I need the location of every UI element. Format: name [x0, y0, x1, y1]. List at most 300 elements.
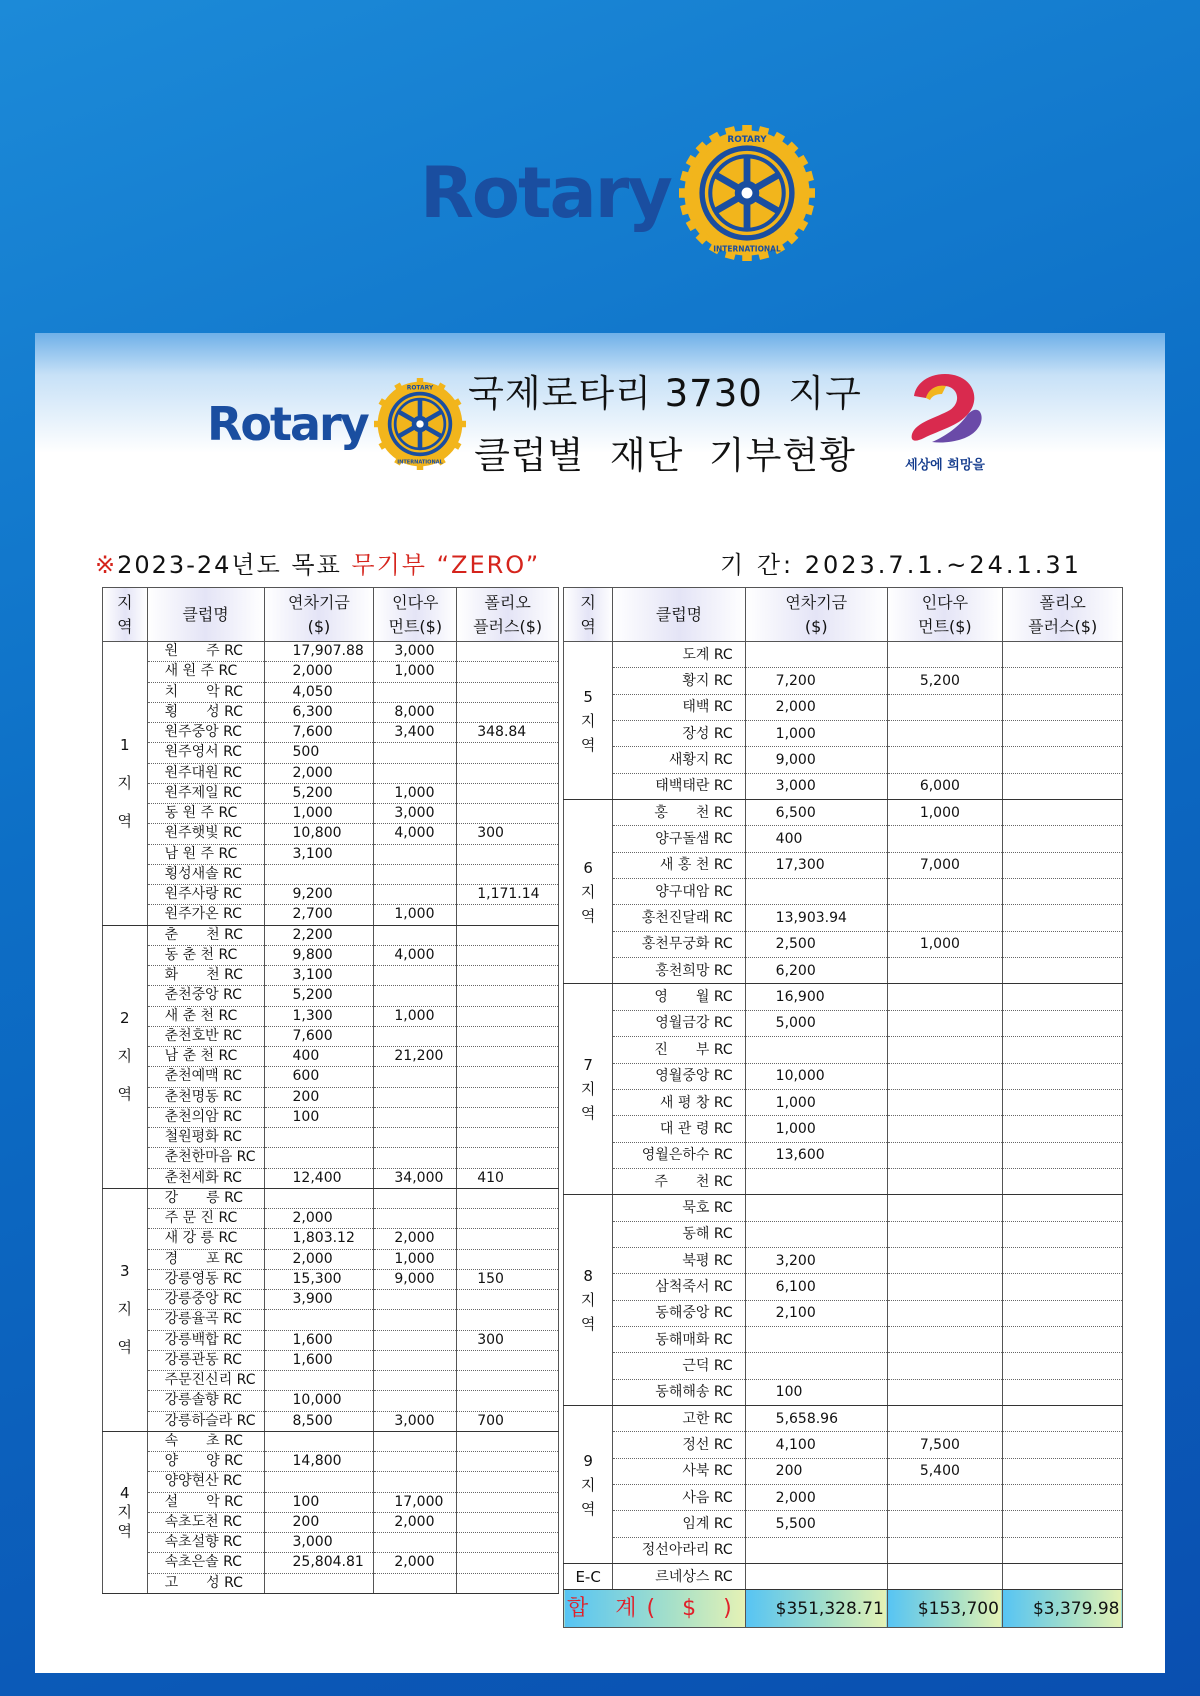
endowment [374, 925, 457, 945]
hope-emblem [890, 368, 1000, 473]
table-row [103, 1391, 559, 1411]
endowment [887, 642, 1002, 668]
table-row [103, 723, 559, 743]
table-row [564, 1274, 1123, 1300]
annual-fund: 9,000 [745, 747, 887, 773]
polio-plus [457, 1087, 559, 1107]
annual-fund [745, 1537, 887, 1563]
annual-fund [745, 1168, 887, 1194]
annual-fund [264, 1472, 374, 1492]
table-row [564, 1142, 1123, 1168]
annual-fund: 1,000 [745, 1116, 887, 1142]
annual-fund: 8,500 [264, 1411, 374, 1431]
polio-plus: 410 [457, 1168, 559, 1188]
table-row [103, 844, 559, 864]
table-row [103, 1431, 559, 1451]
polio-plus [1002, 1010, 1123, 1036]
club-name: 춘천의암 RC [147, 1107, 264, 1127]
endowment [374, 1209, 457, 1229]
annual-fund [745, 1221, 887, 1247]
annual-fund: 200 [745, 1458, 887, 1484]
endowment [887, 905, 1002, 931]
endowment: 3,000 [374, 642, 457, 662]
table-row [103, 966, 559, 986]
club-name: 새 원 주 RC [147, 662, 264, 682]
polio-plus [1002, 1511, 1123, 1537]
totals-label: 합 계( $ ) [564, 1590, 746, 1628]
right-donation-table [563, 587, 1123, 1628]
endowment: 1,000 [374, 1006, 457, 1026]
club-name: 홍천무궁화 RC [613, 931, 745, 957]
table-row [103, 1512, 559, 1532]
polio-plus [1002, 1063, 1123, 1089]
table-row [103, 662, 559, 682]
table-row [564, 721, 1123, 747]
table-row [564, 747, 1123, 773]
endowment [374, 1128, 457, 1148]
svg-text:INTERNATIONAL: INTERNATIONAL [713, 244, 781, 254]
table-row [103, 1492, 559, 1512]
club-name: 원주제일 RC [147, 783, 264, 803]
annual-fund [264, 1573, 374, 1593]
polio-plus [1002, 1274, 1123, 1300]
table-row [564, 931, 1123, 957]
polio-plus [457, 1148, 559, 1168]
endowment [374, 1371, 457, 1391]
polio-plus [457, 925, 559, 945]
hope-slogan: 세상에 희망을 [905, 458, 985, 473]
table-row [564, 1405, 1123, 1431]
polio-plus [457, 905, 559, 925]
club-name: 원주중앙 RC [147, 723, 264, 743]
endowment [887, 1405, 1002, 1431]
club-name: 르네상스 RC [613, 1564, 745, 1590]
polio-plus [457, 966, 559, 986]
table-row [103, 824, 559, 844]
annual-fund: 100 [745, 1379, 887, 1405]
total-endowment: $153,700 [887, 1590, 1002, 1628]
annual-fund: 2,700 [264, 905, 374, 925]
table-row [103, 1350, 559, 1370]
endowment: 3,400 [374, 723, 457, 743]
polio-plus [457, 1371, 559, 1391]
annual-fund [745, 1326, 887, 1352]
annual-fund: 3,100 [264, 844, 374, 864]
club-name: 주 문 진 RC [147, 1209, 264, 1229]
annual-fund: 7,600 [264, 723, 374, 743]
club-name: 태백 RC [613, 694, 745, 720]
annual-fund: 200 [264, 1087, 374, 1107]
polio-plus: 300 [457, 824, 559, 844]
polio-plus [457, 864, 559, 884]
annual-fund: 6,300 [264, 702, 374, 722]
polio-plus [1002, 1195, 1123, 1221]
table-row [103, 925, 559, 945]
polio-plus [457, 1026, 559, 1046]
endowment [374, 1310, 457, 1330]
club-name: 대 관 령 RC [613, 1116, 745, 1142]
col-region: 지 역 [103, 588, 148, 642]
polio-plus [1002, 721, 1123, 747]
annual-fund [745, 1564, 887, 1590]
club-name: 영월금강 RC [613, 1010, 745, 1036]
table-row [564, 642, 1123, 668]
top-rotary-logo [420, 118, 815, 268]
annual-fund: 6,100 [745, 1274, 887, 1300]
endowment: 34,000 [374, 1168, 457, 1188]
club-name: 동해중앙 RC [613, 1300, 745, 1326]
annual-fund: 1,000 [264, 804, 374, 824]
table-row [564, 826, 1123, 852]
club-name: 남 원 주 RC [147, 844, 264, 864]
club-name: 춘천세화 RC [147, 1168, 264, 1188]
endowment: 1,000 [374, 662, 457, 682]
polio-plus [457, 743, 559, 763]
club-name: 황지 RC [613, 668, 745, 694]
polio-plus [1002, 1089, 1123, 1115]
annual-fund: 3,200 [745, 1247, 887, 1273]
table-row [103, 702, 559, 722]
club-name: 영 월 RC [613, 984, 745, 1010]
table-row [564, 1326, 1123, 1352]
endowment [887, 747, 1002, 773]
club-name: 설 악 RC [147, 1492, 264, 1512]
polio-plus [1002, 826, 1123, 852]
table-header-row [564, 588, 1123, 642]
polio-plus [1002, 1485, 1123, 1511]
polio-plus [457, 1553, 559, 1573]
table-row [103, 1411, 559, 1431]
endowment: 21,200 [374, 1047, 457, 1067]
table-row [103, 1249, 559, 1269]
endowment: 2,000 [374, 1512, 457, 1532]
annual-fund: 10,800 [264, 824, 374, 844]
endowment [887, 1010, 1002, 1036]
annual-fund [264, 1371, 374, 1391]
endowment [887, 721, 1002, 747]
left-table-body [103, 642, 559, 1594]
club-name: 경 포 RC [147, 1249, 264, 1269]
col-polio: 폴리오 플러스($) [457, 588, 559, 642]
reference-mark: ※ [95, 551, 118, 579]
endowment [374, 986, 457, 1006]
club-name: 사음 RC [613, 1485, 745, 1511]
endowment: 1,000 [374, 1249, 457, 1269]
table-row [103, 783, 559, 803]
table-row [103, 1087, 559, 1107]
endowment [374, 1330, 457, 1350]
endowment [887, 1326, 1002, 1352]
polio-plus [457, 1107, 559, 1127]
club-name: 춘 천 RC [147, 925, 264, 945]
polio-plus [457, 1512, 559, 1532]
annual-fund: 3,100 [264, 966, 374, 986]
table-row [564, 1511, 1123, 1537]
club-name: 강릉관동 RC [147, 1350, 264, 1370]
polio-plus [457, 1047, 559, 1067]
annual-fund: 500 [264, 743, 374, 763]
table-row [564, 1168, 1123, 1194]
club-name: 횡 성 RC [147, 702, 264, 722]
col-annual: 연차기금 ($) [264, 588, 374, 642]
club-name: 사북 RC [613, 1458, 745, 1484]
table-row [103, 1573, 559, 1593]
endowment [887, 1247, 1002, 1273]
club-name: 원주대원 RC [147, 763, 264, 783]
table-row [564, 773, 1123, 799]
endowment [374, 763, 457, 783]
table-row [564, 1010, 1123, 1036]
club-name: 새 평 창 RC [613, 1089, 745, 1115]
table-row [564, 1458, 1123, 1484]
polio-plus: 1,171.14 [457, 885, 559, 905]
endowment [374, 1107, 457, 1127]
endowment [374, 743, 457, 763]
annual-fund: 4,050 [264, 682, 374, 702]
endowment: 1,000 [374, 905, 457, 925]
polio-plus [1002, 958, 1123, 984]
club-name: 강릉하슬라 RC [147, 1411, 264, 1431]
polio-plus [1002, 905, 1123, 931]
polio-plus [457, 1310, 559, 1330]
endowment [374, 1087, 457, 1107]
table-row [564, 1195, 1123, 1221]
table-row [103, 642, 559, 662]
endowment: 1,000 [374, 783, 457, 803]
table-row [564, 958, 1123, 984]
polio-plus [457, 1209, 559, 1229]
col-endowment: 인다우 먼트($) [374, 588, 457, 642]
endowment [887, 984, 1002, 1010]
annual-fund: 3,000 [745, 773, 887, 799]
period-label: 기 간: 2023.7.1.~24.1.31 [720, 551, 1082, 579]
polio-plus [1002, 984, 1123, 1010]
svg-text:ROTARY: ROTARY [727, 135, 767, 145]
annual-fund: 3,900 [264, 1290, 374, 1310]
club-name: 속 초 RC [147, 1431, 264, 1451]
club-name: 치 악 RC [147, 682, 264, 702]
club-name: 묵호 RC [613, 1195, 745, 1221]
endowment [887, 1221, 1002, 1247]
left-donation-table [102, 587, 559, 1594]
annual-fund [264, 1431, 374, 1451]
club-name: 정선 RC [613, 1432, 745, 1458]
polio-plus [1002, 642, 1123, 668]
total-annual: $351,328.71 [745, 1590, 887, 1628]
table-row [103, 864, 559, 884]
polio-plus [1002, 694, 1123, 720]
annual-fund: 2,000 [264, 1209, 374, 1229]
region-cell: 6 지 역 [564, 800, 613, 984]
annual-fund: 1,300 [264, 1006, 374, 1026]
annual-fund: 13,600 [745, 1142, 887, 1168]
annual-fund: 5,200 [264, 783, 374, 803]
svg-text:ROTARY: ROTARY [406, 384, 433, 392]
rotary-wheel-icon [679, 125, 815, 261]
annual-fund: 1,600 [264, 1350, 374, 1370]
table-row [103, 743, 559, 763]
col-region: 지 역 [564, 588, 613, 642]
endowment: 9,000 [374, 1269, 457, 1289]
polio-plus [457, 1533, 559, 1553]
club-name: 원주영서 RC [147, 743, 264, 763]
club-name: 양구돌샘 RC [613, 826, 745, 852]
polio-plus [457, 945, 559, 965]
annual-fund: 400 [745, 826, 887, 852]
polio-plus [457, 642, 559, 662]
table-row [103, 1290, 559, 1310]
polio-plus: 150 [457, 1269, 559, 1289]
club-name: 홍 천 RC [613, 800, 745, 826]
title-line-2: 클럽별 재단 기부현황 [474, 434, 856, 477]
polio-plus [1002, 1221, 1123, 1247]
polio-plus [457, 1188, 559, 1208]
annual-fund [745, 1037, 887, 1063]
endowment [887, 826, 1002, 852]
col-annual: 연차기금 ($) [745, 588, 887, 642]
table-row [564, 694, 1123, 720]
polio-plus [1002, 931, 1123, 957]
club-name: 강릉영동 RC [147, 1269, 264, 1289]
club-name: 동해매화 RC [613, 1326, 745, 1352]
annual-fund: 5,500 [745, 1511, 887, 1537]
table-row [564, 852, 1123, 878]
annual-fund [264, 1188, 374, 1208]
total-polio: $3,379.98 [1002, 1590, 1123, 1628]
table-row [103, 1168, 559, 1188]
club-name: 원주가온 RC [147, 905, 264, 925]
annual-fund: 12,400 [264, 1168, 374, 1188]
table-row [103, 1188, 559, 1208]
endowment [374, 844, 457, 864]
annual-fund: 5,200 [264, 986, 374, 1006]
club-name: 태백태란 RC [613, 773, 745, 799]
polio-plus [1002, 1247, 1123, 1273]
polio-plus [457, 1573, 559, 1593]
club-name: 동 춘 천 RC [147, 945, 264, 965]
club-name: 동해해송 RC [613, 1379, 745, 1405]
club-name: 주 천 RC [613, 1168, 745, 1194]
endowment [887, 1142, 1002, 1168]
endowment: 8,000 [374, 702, 457, 722]
club-name: 강릉중앙 RC [147, 1290, 264, 1310]
table-row [103, 1553, 559, 1573]
table-row [103, 1330, 559, 1350]
endowment [374, 1026, 457, 1046]
polio-plus [1002, 879, 1123, 905]
club-name: 새황지 RC [613, 747, 745, 773]
table-row [564, 1221, 1123, 1247]
endowment: 2,000 [374, 1229, 457, 1249]
endowment [374, 1290, 457, 1310]
club-name: 속초설향 RC [147, 1533, 264, 1553]
table-row [103, 885, 559, 905]
table-row [103, 1107, 559, 1127]
table-row [564, 1247, 1123, 1273]
club-name: 양양현산 RC [147, 1472, 264, 1492]
annual-fund: 2,000 [264, 1249, 374, 1269]
polio-plus: 300 [457, 1330, 559, 1350]
club-name: 속초도천 RC [147, 1512, 264, 1532]
polio-plus [457, 1431, 559, 1451]
annual-fund: 25,804.81 [264, 1553, 374, 1573]
annual-fund [264, 1148, 374, 1168]
annual-fund: 17,907.88 [264, 642, 374, 662]
club-name: 강릉백합 RC [147, 1330, 264, 1350]
endowment [374, 1350, 457, 1370]
goal-prefix: 2023-24년도 목표 [117, 551, 352, 579]
polio-plus [457, 1249, 559, 1269]
club-name: 고한 RC [613, 1405, 745, 1431]
table-row [103, 1148, 559, 1168]
table-row [103, 682, 559, 702]
region-cell: 3 지 역 [103, 1188, 148, 1431]
annual-fund: 2,500 [745, 931, 887, 957]
club-name: 임계 RC [613, 1511, 745, 1537]
endowment: 1,000 [887, 931, 1002, 957]
annual-fund: 15,300 [264, 1269, 374, 1289]
region-cell: E-C [564, 1564, 613, 1590]
title-line-1: 국제로타리 3730 지구 [468, 372, 862, 415]
annual-fund: 10,000 [264, 1391, 374, 1411]
annual-fund: 2,200 [264, 925, 374, 945]
endowment [887, 1089, 1002, 1115]
annual-fund: 6,200 [745, 958, 887, 984]
annual-fund: 5,000 [745, 1010, 887, 1036]
annual-fund [745, 879, 887, 905]
polio-plus [457, 1391, 559, 1411]
annual-fund: 2,000 [264, 662, 374, 682]
endowment [887, 694, 1002, 720]
table-row [103, 1452, 559, 1472]
polio-plus [457, 763, 559, 783]
table-row [103, 1128, 559, 1148]
club-name: 삼척죽서 RC [613, 1274, 745, 1300]
annual-fund: 2,000 [264, 763, 374, 783]
club-name: 정선아라리 RC [613, 1537, 745, 1563]
polio-plus [1002, 1168, 1123, 1194]
club-name: 강 릉 RC [147, 1188, 264, 1208]
endowment [887, 958, 1002, 984]
annual-fund: 13,903.94 [745, 905, 887, 931]
club-name: 주문진신리 RC [147, 1371, 264, 1391]
polio-plus: 348.84 [457, 723, 559, 743]
endowment [374, 1573, 457, 1593]
club-name: 홍천희망 RC [613, 958, 745, 984]
endowment: 5,200 [887, 668, 1002, 694]
hope-logo-icon [902, 368, 988, 448]
table-row [103, 1026, 559, 1046]
table-row [103, 1310, 559, 1330]
polio-plus [1002, 1379, 1123, 1405]
table-row [564, 800, 1123, 826]
endowment [887, 1564, 1002, 1590]
region-cell: 4 지 역 [103, 1431, 148, 1593]
polio-plus [457, 1472, 559, 1492]
table-row [564, 1353, 1123, 1379]
table-row [564, 1300, 1123, 1326]
table-row [564, 879, 1123, 905]
polio-plus [457, 1067, 559, 1087]
table-row [103, 1047, 559, 1067]
endowment [374, 1533, 457, 1553]
club-name: 남 춘 천 RC [147, 1047, 264, 1067]
endowment [887, 1168, 1002, 1194]
club-name: 동해 RC [613, 1221, 745, 1247]
table-row [564, 1537, 1123, 1563]
polio-plus [457, 682, 559, 702]
polio-plus [1002, 1405, 1123, 1431]
